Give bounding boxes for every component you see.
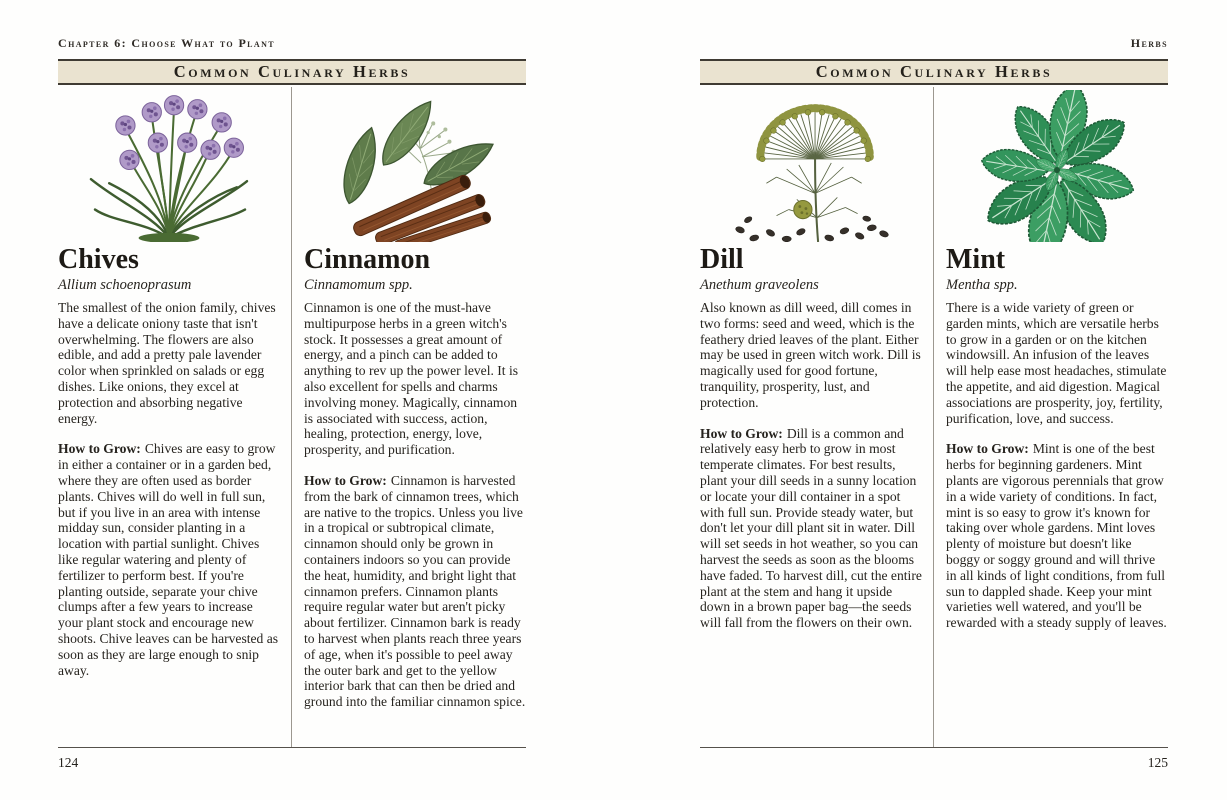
herb-title-cinnamon: Cinnamon: [304, 244, 431, 275]
herb-description-chives: The smallest of the onion family, chives have a delicate oniony taste that isn't overwhelming. The flowers are also edible, and add a pretty pale lavender color when sprinkled on salads or egg dishes. Like onions, they excel at protection and absorbing negative energy.: [58, 300, 276, 426]
how-to-grow-text: Mint is one of the best herbs for beginning gardeners. Mint plants are vigorous perennials that grow in a wide variety of conditions. In fact, mint is so easy to grow it's known for taking over whole gardens. Mint loves plenty of moisture but doesn't like boggy or soggy ground and will thrive in all kinds of light conditions, from full sun to dappled shade. Keep your mint varieties well watered, and you'll be rewarded with a steady supply of leaves.: [946, 441, 1167, 631]
running-head-right: Herbs: [1130, 36, 1168, 50]
columns-right: [700, 87, 1168, 747]
herb-latin-chives: Allium schoenoprasum: [58, 277, 192, 293]
dill-illustration-frame: [700, 87, 922, 245]
running-head-left: Chapter 6: Choose What to Plant: [58, 36, 276, 50]
herb-entry-mint: [934, 87, 1168, 747]
herb-how-to-grow-cinnamon: [304, 473, 526, 710]
how-to-grow-label: How to Grow:: [304, 472, 387, 488]
herb-description-mint: There is a wide variety of green or garden mints, which are versatile herbs to grow in a garden or on the kitchen windowsill. An infusion of the leaves will help ease most headaches, stimulate the appetite, and aid digestion. Magical associations are prosperity, joy, fertility, purification, love, and success.: [946, 300, 1167, 426]
dill-illustration: [709, 90, 913, 242]
footer-rule-left: [58, 747, 526, 748]
mint-illustration-frame: [946, 87, 1168, 245]
herb-description-dill: Also known as dill weed, dill comes in two forms: seed and weed, which is the feathery dried leaves of the plant. Either may be used in green witch work. Dill is magically used for good fortune, tranquility, prosperity, lust, and protection.: [700, 300, 921, 410]
mint-illustration: [959, 90, 1155, 242]
herb-how-to-grow-chives: [58, 441, 280, 678]
how-to-grow-text: Chives are easy to grow in either a container or in a garden bed, where they are often used as border plants. Chives will do well in full sun, but if you live in an area with intense midday sun, consider planting in a location with partial sunlight. Chives like regular watering and plenty of fertilizer to perform best. If you're planting outside, separate your chive clumps after a few years to increase your plant stock and encourage new shoots. Chive leaves can be harvested as soon as they are large enough to snip away.: [58, 441, 279, 678]
footer-rule-right: [700, 747, 1168, 748]
herb-how-to-grow-dill: [700, 426, 922, 631]
section-banner-right: Common Culinary Herbs: [700, 59, 1168, 85]
columns-left: [58, 87, 526, 747]
herb-latin-mint: Mentha spp.: [946, 277, 1018, 293]
herb-entry-dill: [700, 87, 934, 747]
herb-description-cinnamon: Cinnamon is one of the must-have multipurpose herbs in a green witch's stock. It possesses a great amount of energy, and a pinch can be added to anything to rev up the power level. It is also excellent for spells and charms involving money. Magically, cinnamon is associated with success, action, healing, protection, energy, love, prosperity, and purification.: [304, 300, 519, 458]
how-to-grow-text: Cinnamon is harvested from the bark of cinnamon trees, which are native to the tropics. Unless you live in a tropical or subtropical climate, cinnamon should only be grown in containers indoors so you can provide the heat, humidity, and bright light that cinnamon prefers. Cinnamon plants require regular water but aren't picky about fertilizer. Cinnamon bark is ready to harvest when plants reach three years of age, when it's possible to peel away the outer bark and get to the yellow interior bark that can then be dried and ground into the familiar cinnamon spice.: [304, 472, 526, 710]
herb-title-chives: Chives: [58, 244, 139, 275]
herb-latin-cinnamon: Cinnamomum spp.: [304, 277, 413, 293]
how-to-grow-label: How to Grow:: [700, 425, 783, 441]
herb-entry-chives: [58, 87, 292, 747]
how-to-grow-text: Dill is a common and relatively easy herb to grow in most temperate climates. For best results, plant your dill seeds in a sunny location or locate your dill container in a spot with full sun. Provide steady water, but don't let your dill plant sit in water. Dill will set seeds in hot weather, so you can harvest the seeds as soon as the blooms have faded. To harvest dill, cut the entire plant at the stem and hang it upside down in a brown paper bag—the seeds will fall from the flowers on their own.: [700, 425, 922, 631]
page-number-right: 125: [1147, 755, 1168, 770]
page-left: [58, 36, 526, 771]
herb-latin-dill: Anethum graveolens: [700, 277, 819, 293]
page-right: [700, 36, 1168, 771]
cinnamon-illustration-frame: [304, 87, 526, 245]
cinnamon-illustration: [317, 90, 513, 242]
section-banner-left: Common Culinary Herbs: [58, 59, 526, 85]
herb-title-dill: Dill: [700, 244, 744, 275]
how-to-grow-label: How to Grow:: [946, 441, 1029, 457]
herb-title-mint: Mint: [946, 244, 1006, 275]
chives-illustration: [71, 90, 267, 242]
chives-illustration-frame: [58, 87, 280, 245]
herb-how-to-grow-mint: [946, 441, 1168, 631]
page-number-left: 124: [58, 755, 79, 770]
herb-entry-cinnamon: [292, 87, 526, 747]
how-to-grow-label: How to Grow:: [58, 441, 141, 457]
